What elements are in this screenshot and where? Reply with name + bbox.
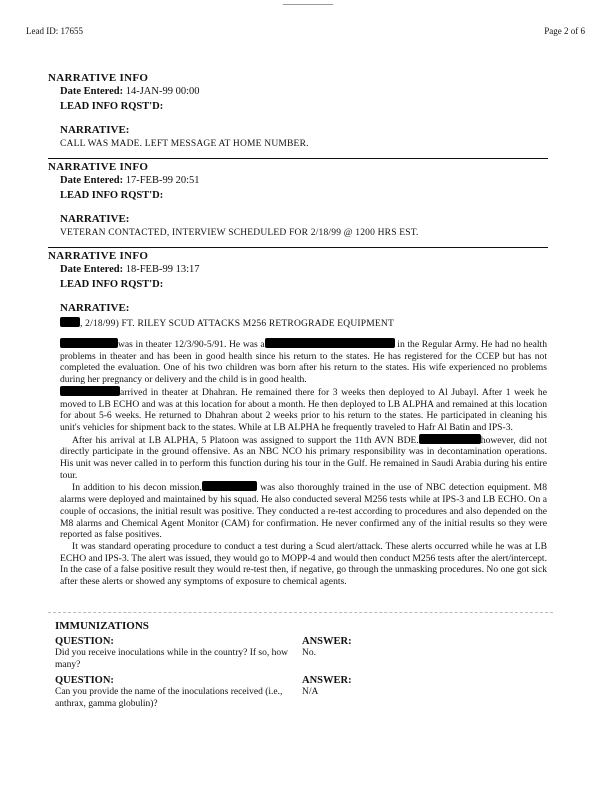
question-text: Did you receive inoculations while in the country? If so, how many? [55, 648, 288, 670]
section-title: NARRATIVE INFO [48, 250, 149, 262]
narrative-label: NARRATIVE: [60, 124, 130, 136]
paragraph: After his arrival at LB ALPHA, 5 Platoon was assigned to support the 11th AVN BDE. however, did not directly participate in the ground offensive. As an NBC NCO his primary responsibility was in decontamination operations. His unit was never called in to perform this function during his tour in the Gulf. He remained in Saudi Arabia during his entire tour. [60, 434, 547, 481]
redaction-block [265, 338, 395, 348]
redaction-block [419, 434, 481, 444]
narrative-entry-1 [48, 72, 558, 149]
page-number: Page 2 of 6 [544, 26, 585, 36]
paragraph: was in theater 12/3/90-5/91. He was a in the Regular Army. He had no health problems in theater and has been in good health since his return to the states. He has registered for the CCEP but has not completed the evaluation. One of his two children was born after his return to the states. His wife experienced no problems during her pregnancy or delivery and the child is in good health. [60, 339, 547, 386]
narrative-text: CALL WAS MADE. LEFT MESSAGE AT HOME NUMBER. [60, 139, 309, 149]
answer-label: ANSWER: [302, 675, 352, 686]
redaction-block [60, 338, 118, 348]
lead-id: Lead ID: 17655 [26, 26, 83, 36]
narrative-subject: , 2/18/99) FT. RILEY SCUD ATTACKS M256 RETROGRADE EQUIPMENT [60, 317, 558, 329]
section-title: NARRATIVE INFO [48, 161, 149, 173]
qa-item [55, 671, 555, 710]
redaction-block [60, 317, 80, 327]
paragraph: In addition to his decon mission, was also thoroughly trained in the use of NBC detection equipment. M8 alarms were deployed and maintained by his squad. He also conducted several M256 tests while at IPS-3 and LB ECHO. On a couple of occasions, the initial result was positive. They conducted a re-test according to procedures and also depended on the M8 alarms and Chemical Agent Monitor (CAM) for confirmation. He never confirmed any of the initial results so they were reported as false positives. [60, 482, 547, 541]
lead-info-rqstd: LEAD INFO RQST'D: [60, 101, 164, 112]
qa-item [55, 632, 555, 671]
narrative-text: VETERAN CONTACTED, INTERVIEW SCHEDULED FOR 2/18/99 @ 1200 HRS EST. [60, 228, 419, 238]
divider [48, 247, 548, 248]
immunizations-title: IMMUNIZATIONS [55, 620, 149, 632]
narrative-label: NARRATIVE: [60, 213, 130, 225]
divider [48, 158, 548, 159]
lead-info-rqstd: LEAD INFO RQST'D: [60, 279, 164, 290]
narrative-entry-2 [48, 161, 558, 238]
top-scan-mark [283, 4, 333, 5]
paragraph: arrived in theater at Dhahran. He remained there for 3 weeks then deployed to Al Jubayl. After 1 week he moved to LB ECHO and was at this location for about a month. He then deployed to LB ALPHA and remained at this location for about 5-6 weeks. He returned to Dhahran about 2 weeks prior to his return to the states. He participated in cleaning his unit's vehicles for shipment back to the states. While at LB ALPHA he frequently traveled to Hafr Al Batin and IPS-3. [60, 386, 547, 433]
narrative-entry-3 [48, 250, 558, 329]
question-label: QUESTION: [55, 675, 114, 686]
paragraph: It was standard operating procedure to conduct a test during a Scud alert/attack. These alerts occurred while he was at LB ECHO and IPS-3. The alert was issued, they would go to MOPP-4 and would then conduct M256 tests after the alert/intercept. In the case of a false positive result they would re-test then, if negative, go through the unmasking procedures. No one got sick after these alerts or showed any symptoms of exposure to chemical agents. [60, 540, 547, 588]
date-entered: Date Entered: 17-FEB-99 20:51 [60, 175, 200, 186]
answer-text: N/A [302, 687, 319, 697]
narrative-body [60, 338, 547, 588]
question-label: QUESTION: [55, 636, 114, 647]
date-entered: Date Entered: 14-JAN-99 00:00 [60, 86, 200, 97]
redaction-block [202, 481, 257, 491]
lead-info-rqstd: LEAD INFO RQST'D: [60, 190, 164, 201]
answer-text: No. [302, 648, 316, 658]
question-text: Can you provide the name of the inoculations received (i.e., anthrax, gamma globulin)? [55, 687, 283, 709]
date-entered: Date Entered: 18-FEB-99 13:17 [60, 264, 200, 275]
dotted-divider [48, 612, 553, 613]
immunizations-section [55, 620, 555, 710]
redaction-block [60, 386, 120, 396]
section-title: NARRATIVE INFO [48, 72, 149, 84]
answer-label: ANSWER: [302, 636, 352, 647]
narrative-label: NARRATIVE: [60, 302, 130, 314]
